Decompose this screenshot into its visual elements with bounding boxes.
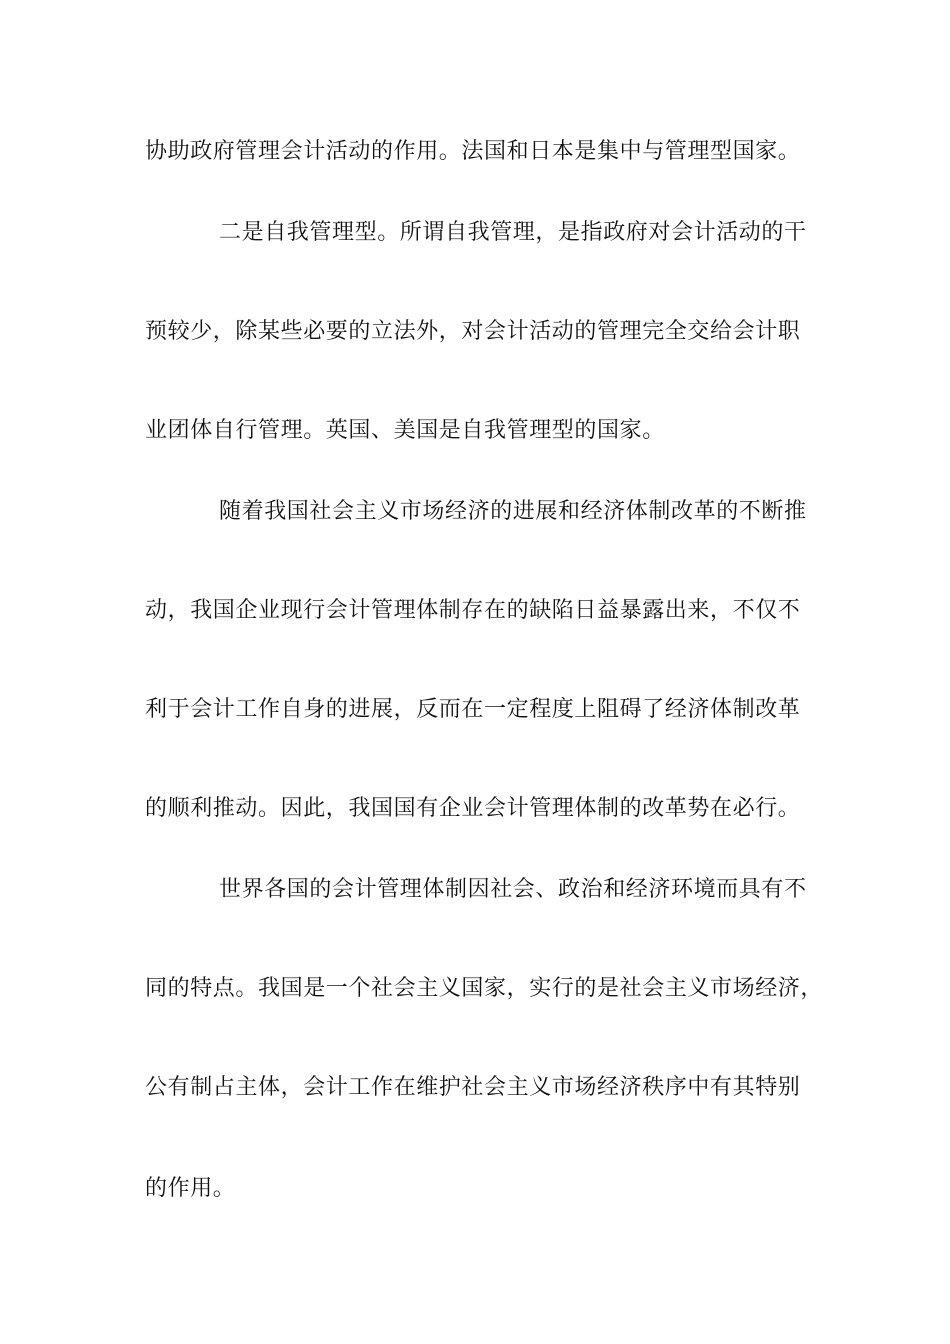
text-line: 协助政府管理会计活动的作用。法国和日本是集中与管理型国家。: [145, 139, 801, 164]
text-line: 利于会计工作自身的进展，反而在一定程度上阻碍了经济体制改革: [145, 697, 801, 722]
text-line: 动，我国企业现行会计管理体制存在的缺陷日益暴露出来，不仅不: [145, 598, 801, 623]
paragraph-first-line: 二是自我管理型。所谓自我管理，是指政府对会计活动的干: [219, 220, 807, 245]
paragraph-first-line: 世界各国的会计管理体制因社会、政治和经济环境而具有不: [219, 877, 807, 902]
text-line: 的顺利推动。因此，我国国有企业会计管理体制的改革势在必行。: [145, 796, 801, 821]
text-line: 业团体自行管理。英国、美国是自我管理型的国家。: [145, 418, 665, 443]
text-line: 预较少，除某些必要的立法外，对会计活动的管理完全交给会计职: [145, 319, 801, 344]
text-line: 公有制占主体，会计工作在维护社会主义市场经济秩序中有其特别: [145, 1075, 801, 1100]
text-line: 同的特点。我国是一个社会主义国家，实行的是社会主义市场经济，: [145, 976, 824, 1001]
text-line: 的作用。: [145, 1176, 236, 1201]
paragraph-first-line: 随着我国社会主义市场经济的进展和经济体制改革的不断推: [219, 499, 807, 524]
